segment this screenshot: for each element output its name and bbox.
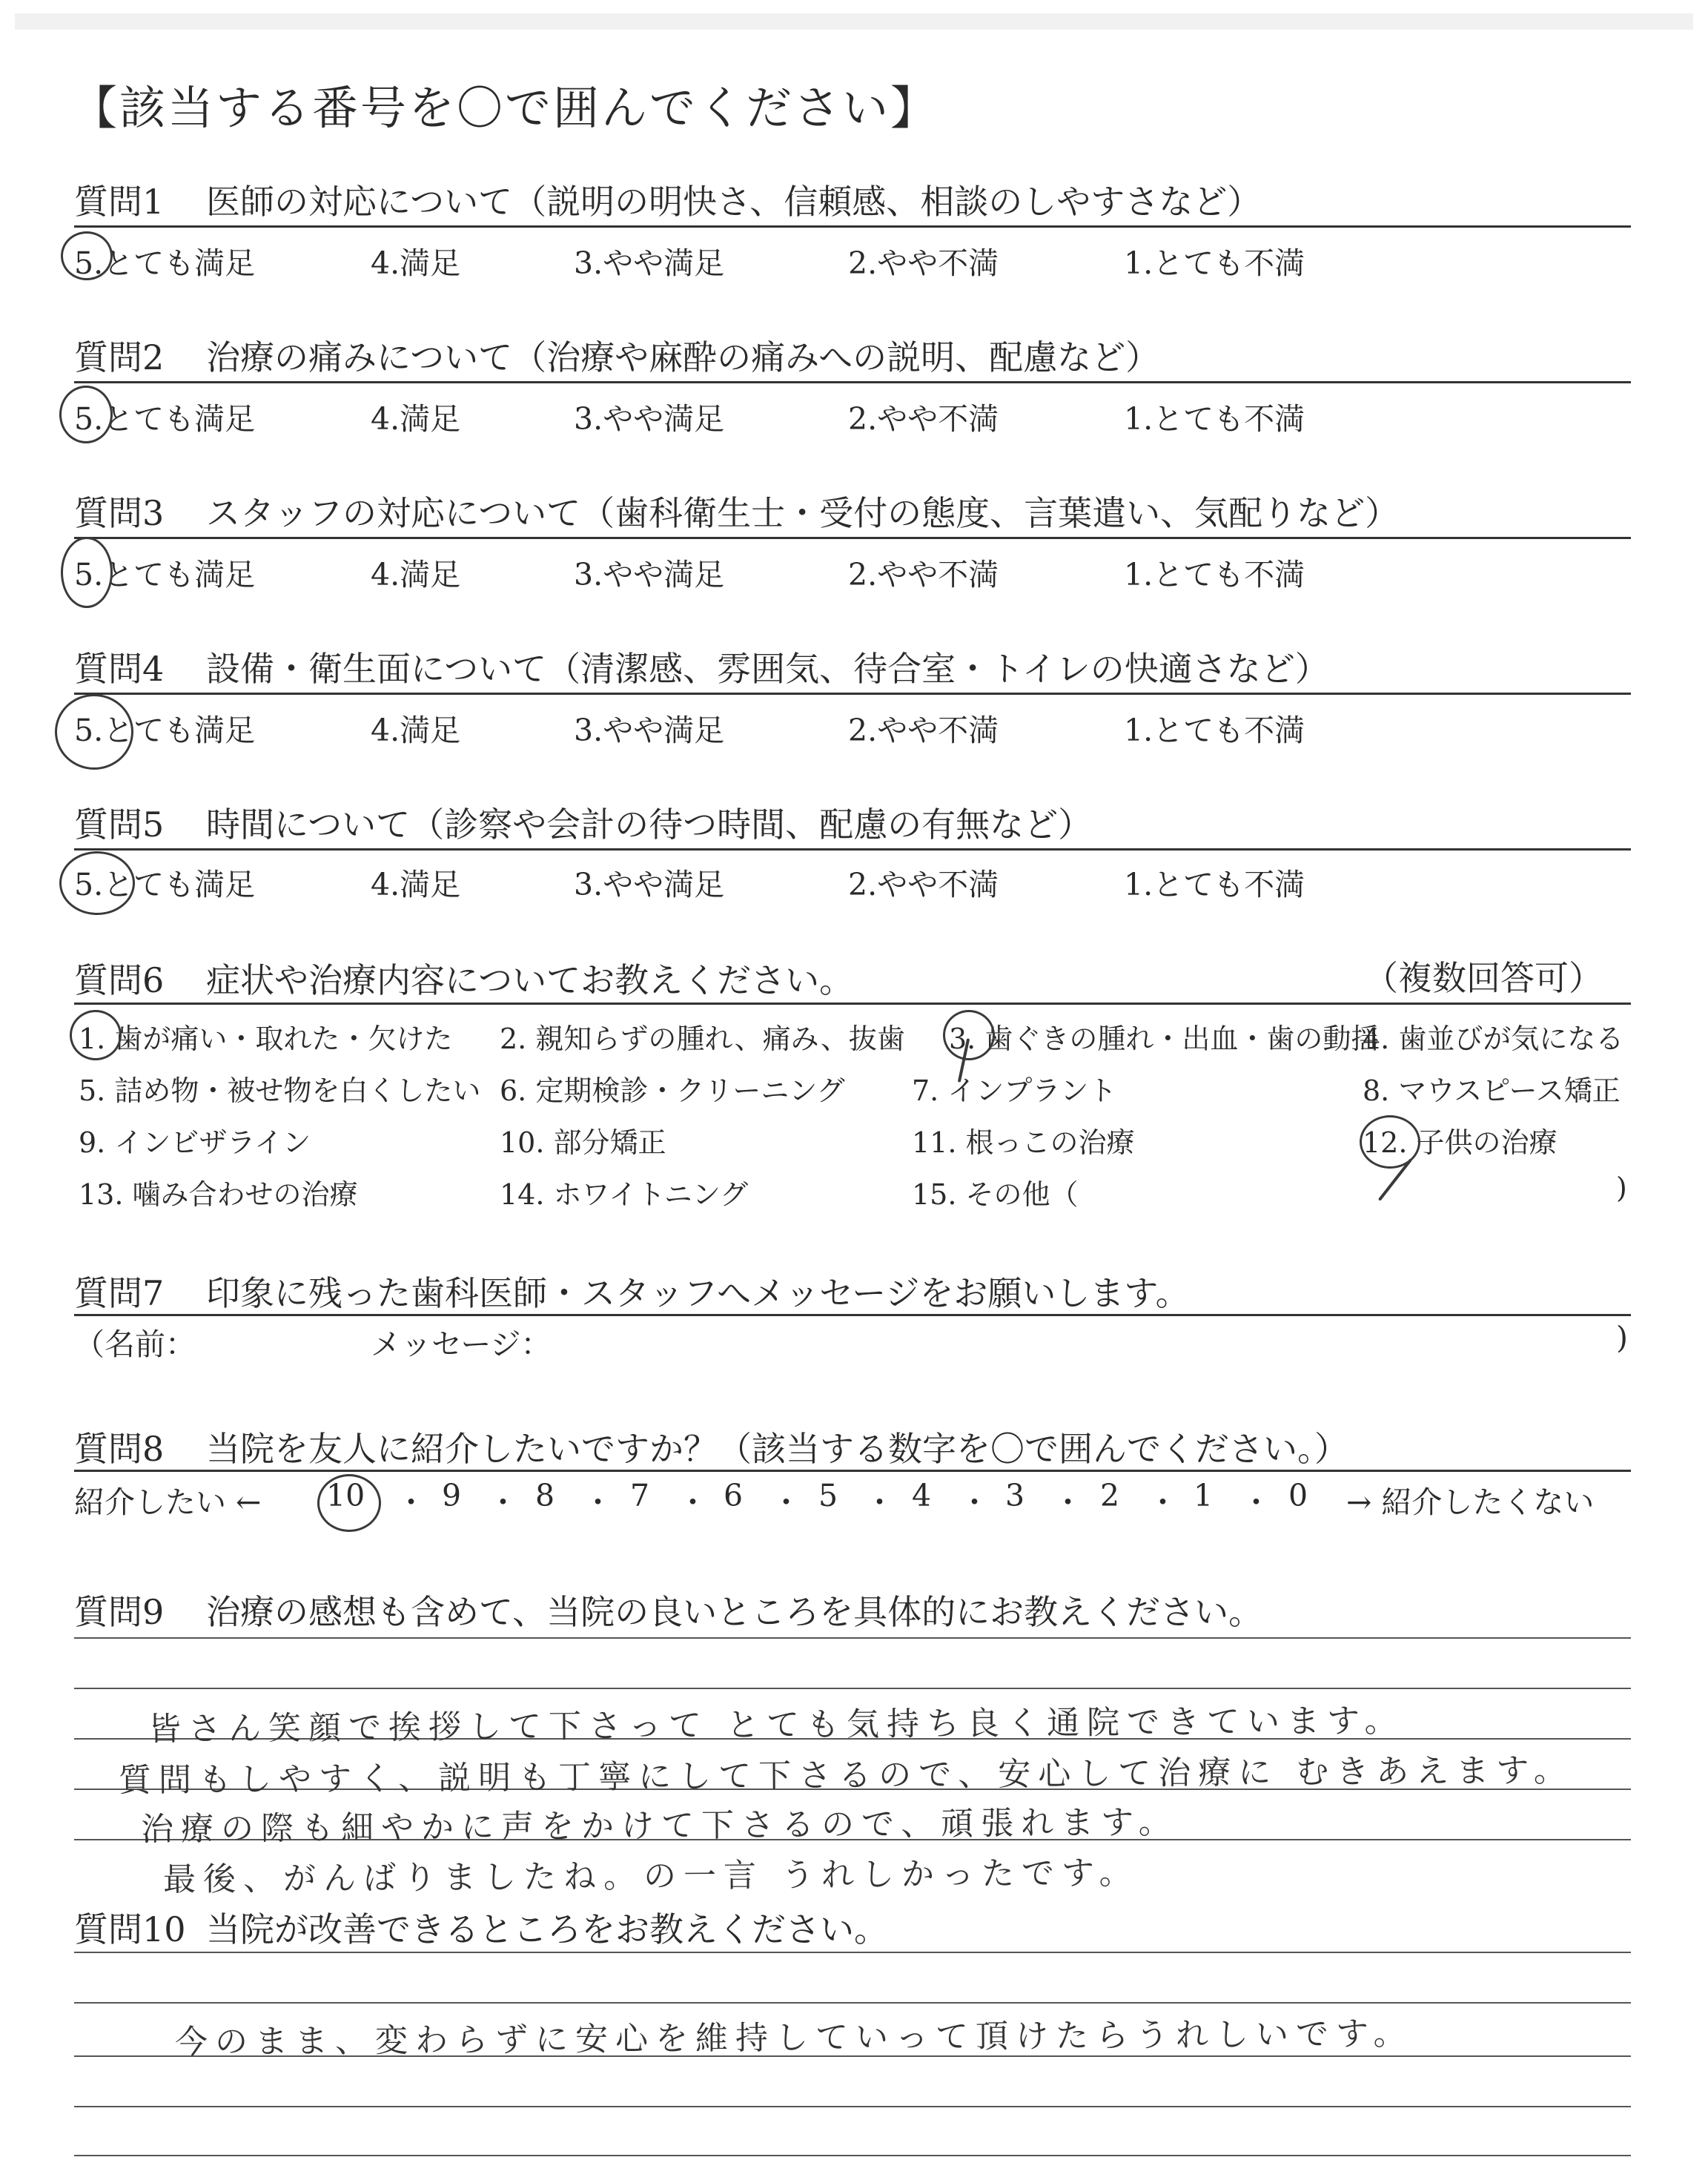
- option-5[interactable]: 5. 詰め物・被せ物を白くしたい: [79, 1074, 481, 1107]
- option-8[interactable]: 8. マウスピース矯正: [1363, 1074, 1621, 1107]
- option-9[interactable]: 9. インビザライン: [79, 1126, 311, 1159]
- question-number: 質問9: [74, 1592, 165, 1632]
- recommend-right-label: → 紹介したくない: [1346, 1484, 1595, 1520]
- handwritten-answer-line: 質問もしやすく、説明も丁寧にして下さるので、安心して治療に むきあえます。: [118, 1751, 1574, 1800]
- question-text: 医師の対応について（説明の明快さ、信頼感、相談のしやすさなど）: [206, 182, 1262, 222]
- rating-option-2[interactable]: 2.やや不満: [848, 713, 999, 748]
- rating-option-3[interactable]: 3.やや満足: [574, 401, 725, 437]
- option-11[interactable]: 11. 根っこの治療: [912, 1126, 1135, 1159]
- rating-option-4[interactable]: 4.満足: [371, 867, 461, 902]
- divider: [74, 693, 1631, 695]
- divider: [74, 381, 1631, 383]
- rating-option-3[interactable]: 3.やや満足: [574, 245, 725, 281]
- question-4: [74, 642, 1631, 691]
- scale-dot: ・: [396, 1484, 426, 1520]
- rating-option-5[interactable]: 5.とても満足: [74, 401, 256, 437]
- divider: [74, 537, 1631, 539]
- answer-circle-mark: [943, 1010, 995, 1060]
- scale-dot: ・: [488, 1484, 518, 1520]
- rating-option-5[interactable]: 5.とても満足: [74, 867, 256, 902]
- question-3: [74, 486, 1631, 535]
- question-text: 治療の痛みについて（治療や麻酔の痛みへの説明、配慮など）: [206, 337, 1160, 377]
- rating-option-5[interactable]: 5.とても満足: [74, 557, 256, 592]
- question-text: 設備・衛生面について（清潔感、雰囲気、待合室・トイレの快適さなど）: [206, 649, 1329, 689]
- scale-dot: ・: [678, 1484, 708, 1520]
- question-text: 症状や治療内容についてお教えください。: [206, 960, 854, 1000]
- rating-option-1[interactable]: 1.とても不満: [1124, 867, 1305, 902]
- handwritten-answer-line: 今のまま、変わらずに安心を維持していって頂けたらうれしいです。: [174, 2015, 1414, 2061]
- question-number: 質問10: [74, 1909, 186, 1949]
- divider: [74, 848, 1631, 851]
- scale-dot: ・: [771, 1484, 801, 1520]
- form-header: 【該当する番号を〇で囲んでください】: [71, 81, 939, 135]
- question-5: [74, 798, 1631, 847]
- rating-option-2[interactable]: 2.やや不満: [848, 245, 999, 281]
- rating-option-2[interactable]: 2.やや不満: [848, 401, 999, 437]
- scale-6[interactable]: 6: [724, 1478, 744, 1513]
- question-text: 当院が改善できるところをお教えください。: [206, 1909, 888, 1949]
- message-label: メッセージ：: [371, 1327, 552, 1362]
- multiple-answers-note: （複数回答可）: [1364, 958, 1603, 998]
- question-number: 質問1: [74, 182, 165, 222]
- answer-line: [74, 1637, 1631, 1639]
- answer-circle-mark: [61, 231, 113, 280]
- option-14[interactable]: 14. ホワイトニング: [500, 1178, 749, 1211]
- answer-circle-mark: [61, 537, 113, 608]
- scale-dot: ・: [583, 1484, 613, 1520]
- message-close-paren: ): [1616, 1320, 1628, 1355]
- scale-dot: ・: [959, 1484, 990, 1520]
- question-9: [74, 1585, 1631, 1634]
- scale-1[interactable]: 1: [1194, 1478, 1214, 1513]
- option-4[interactable]: 4. 歯並びが気になる: [1363, 1023, 1624, 1055]
- rating-option-4[interactable]: 4.満足: [371, 245, 461, 281]
- rating-option-4[interactable]: 4.満足: [371, 557, 461, 592]
- answer-line: [74, 1688, 1631, 1689]
- question-number: 質問7: [74, 1273, 165, 1313]
- answer-line: [74, 2106, 1631, 2107]
- scan-top-band: [15, 13, 1693, 30]
- scale-dot: ・: [1148, 1484, 1178, 1520]
- question-text: スタッフの対応について（歯科衛生士・受付の態度、言葉遣い、気配りなど）: [206, 493, 1400, 533]
- answer-line: [74, 2002, 1631, 2004]
- answer-circle-mark: [70, 1010, 122, 1060]
- divider: [74, 1314, 1631, 1316]
- rating-option-5[interactable]: 5.とても満足: [74, 245, 256, 281]
- scale-5[interactable]: 5: [818, 1478, 838, 1513]
- scale-8[interactable]: 8: [535, 1478, 555, 1513]
- scale-4[interactable]: 4: [912, 1478, 932, 1513]
- recommend-left-label: 紹介したい ←: [74, 1484, 262, 1520]
- answer-circle-mark: [55, 694, 133, 770]
- question-10: [74, 1903, 1631, 1952]
- rating-option-1[interactable]: 1.とても不満: [1124, 245, 1305, 281]
- question-number: 質問8: [74, 1429, 165, 1469]
- question-7: [74, 1266, 1631, 1315]
- answer-line: [74, 2155, 1631, 2156]
- rating-option-1[interactable]: 1.とても不満: [1124, 713, 1305, 748]
- question-number: 質問5: [74, 805, 165, 845]
- rating-option-5[interactable]: 5.とても満足: [74, 713, 256, 748]
- option-1[interactable]: 1. 歯が痛い・取れた・欠けた: [79, 1023, 453, 1055]
- question-8: [74, 1422, 1631, 1471]
- answer-circle-mark: [59, 851, 135, 915]
- scale-2[interactable]: 2: [1100, 1478, 1120, 1513]
- scale-0[interactable]: 0: [1288, 1478, 1308, 1513]
- option-15-other[interactable]: 15. その他（: [912, 1178, 1079, 1211]
- divider: [74, 225, 1631, 228]
- question-2: [74, 331, 1631, 380]
- scale-dot: ・: [1241, 1484, 1271, 1520]
- question-number: 質問2: [74, 337, 165, 377]
- handwritten-answer-line: 皆さん笑顔で挨拶して下さって とても気持ち良く通院できています。: [148, 1702, 1405, 1748]
- option-12[interactable]: 12. 子供の治療: [1363, 1126, 1558, 1159]
- handwritten-answer-line: 最後、がんばりましたね。の一言 うれしかったです。: [162, 1854, 1139, 1899]
- answer-line: [74, 1952, 1631, 1953]
- question-text: 時間について（診察や会計の待つ時間、配慮の有無など）: [206, 805, 1093, 845]
- question-text: 当院を友人に紹介したいですか？（該当する数字を〇で囲んでください。）: [206, 1429, 1348, 1469]
- rating-option-2[interactable]: 2.やや不満: [848, 557, 999, 592]
- rating-option-2[interactable]: 2.やや不満: [848, 867, 999, 902]
- rating-option-1[interactable]: 1.とても不満: [1124, 557, 1305, 592]
- question-number: 質問4: [74, 649, 165, 689]
- scale-3[interactable]: 3: [1005, 1478, 1025, 1513]
- answer-circle-mark: [317, 1474, 381, 1532]
- handwritten-answer-line: 治療の際も細やかに声をかけて下さるので、頑張れます。: [140, 1803, 1179, 1849]
- option-2[interactable]: 2. 親知らずの腫れ、痛み、抜歯: [500, 1023, 905, 1055]
- divider: [74, 1470, 1631, 1472]
- rating-option-3[interactable]: 3.やや満足: [574, 867, 725, 902]
- question-1: [74, 175, 1631, 224]
- answer-circle-mark: [59, 386, 113, 443]
- rating-option-3[interactable]: 3.やや満足: [574, 713, 725, 748]
- scale-dot: ・: [1053, 1484, 1083, 1520]
- question-number: 質問3: [74, 493, 165, 533]
- rating-option-4[interactable]: 4.満足: [371, 401, 461, 437]
- scale-7[interactable]: 7: [630, 1478, 650, 1513]
- option-3[interactable]: 3. 歯ぐきの腫れ・出血・歯の動揺: [949, 1023, 1380, 1055]
- question-text: 印象に残った歯科医師・スタッフへメッセージをお願いします。: [206, 1273, 1190, 1313]
- scale-10[interactable]: 10: [326, 1478, 365, 1513]
- option-10[interactable]: 10. 部分矯正: [500, 1126, 666, 1159]
- other-close-paren: ): [1616, 1172, 1627, 1204]
- scale-9[interactable]: 9: [442, 1478, 462, 1513]
- option-6[interactable]: 6. 定期検診・クリーニング: [500, 1074, 845, 1107]
- scale-dot: ・: [864, 1484, 895, 1520]
- option-7[interactable]: 7. インプラント: [912, 1074, 1117, 1107]
- rating-option-4[interactable]: 4.満足: [371, 713, 461, 748]
- question-number: 質問6: [74, 960, 165, 1000]
- name-label: （名前：: [74, 1327, 196, 1362]
- divider: [74, 1003, 1631, 1005]
- option-13[interactable]: 13. 噛み合わせの治療: [79, 1178, 358, 1211]
- rating-option-3[interactable]: 3.やや満足: [574, 557, 725, 592]
- rating-option-1[interactable]: 1.とても不満: [1124, 401, 1305, 437]
- question-text: 治療の感想も含めて、当院の良いところを具体的にお教えください。: [206, 1592, 1263, 1632]
